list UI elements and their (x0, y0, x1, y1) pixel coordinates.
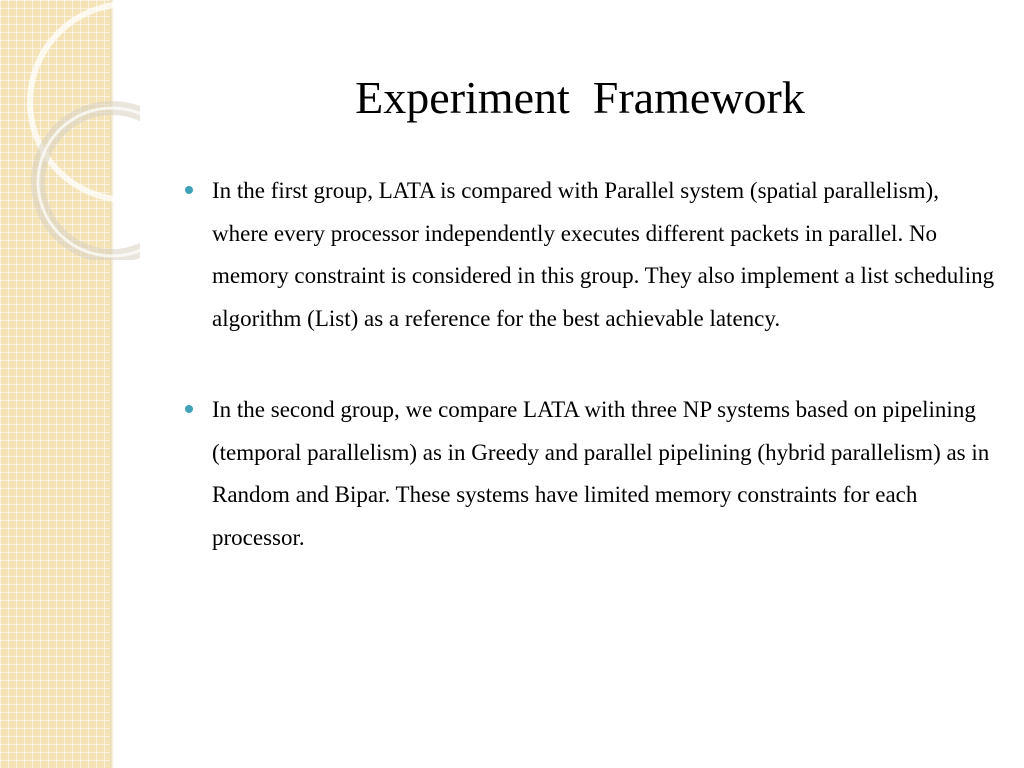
bullet-dot-icon (185, 186, 193, 194)
bullet-list (184, 170, 996, 559)
bullet-item-2 (184, 389, 996, 559)
decorative-sidebar (0, 0, 110, 768)
sidebar-edge (110, 0, 114, 768)
slide-title: Experiment Framework (355, 72, 805, 123)
bullet-dot-icon (185, 405, 193, 413)
bullet-text-1: In the first group, LATA is compared with Parallel system (spatial parallelism), where every processor independently executes different packets in parallel. No memory constraint is considered in this group. They also implement a list scheduling algorithm (List) as a reference for the best achievable latency. (212, 178, 995, 331)
bullet-item-1 (184, 170, 996, 340)
bullet-text-2: In the second group, we compare LATA with three NP systems based on pipelining (temporal parallelism) as in Greedy and parallel pipelining (hybrid parallelism) as in Random and Bipar. These systems have limited memory constraints for each processor. (212, 397, 990, 550)
